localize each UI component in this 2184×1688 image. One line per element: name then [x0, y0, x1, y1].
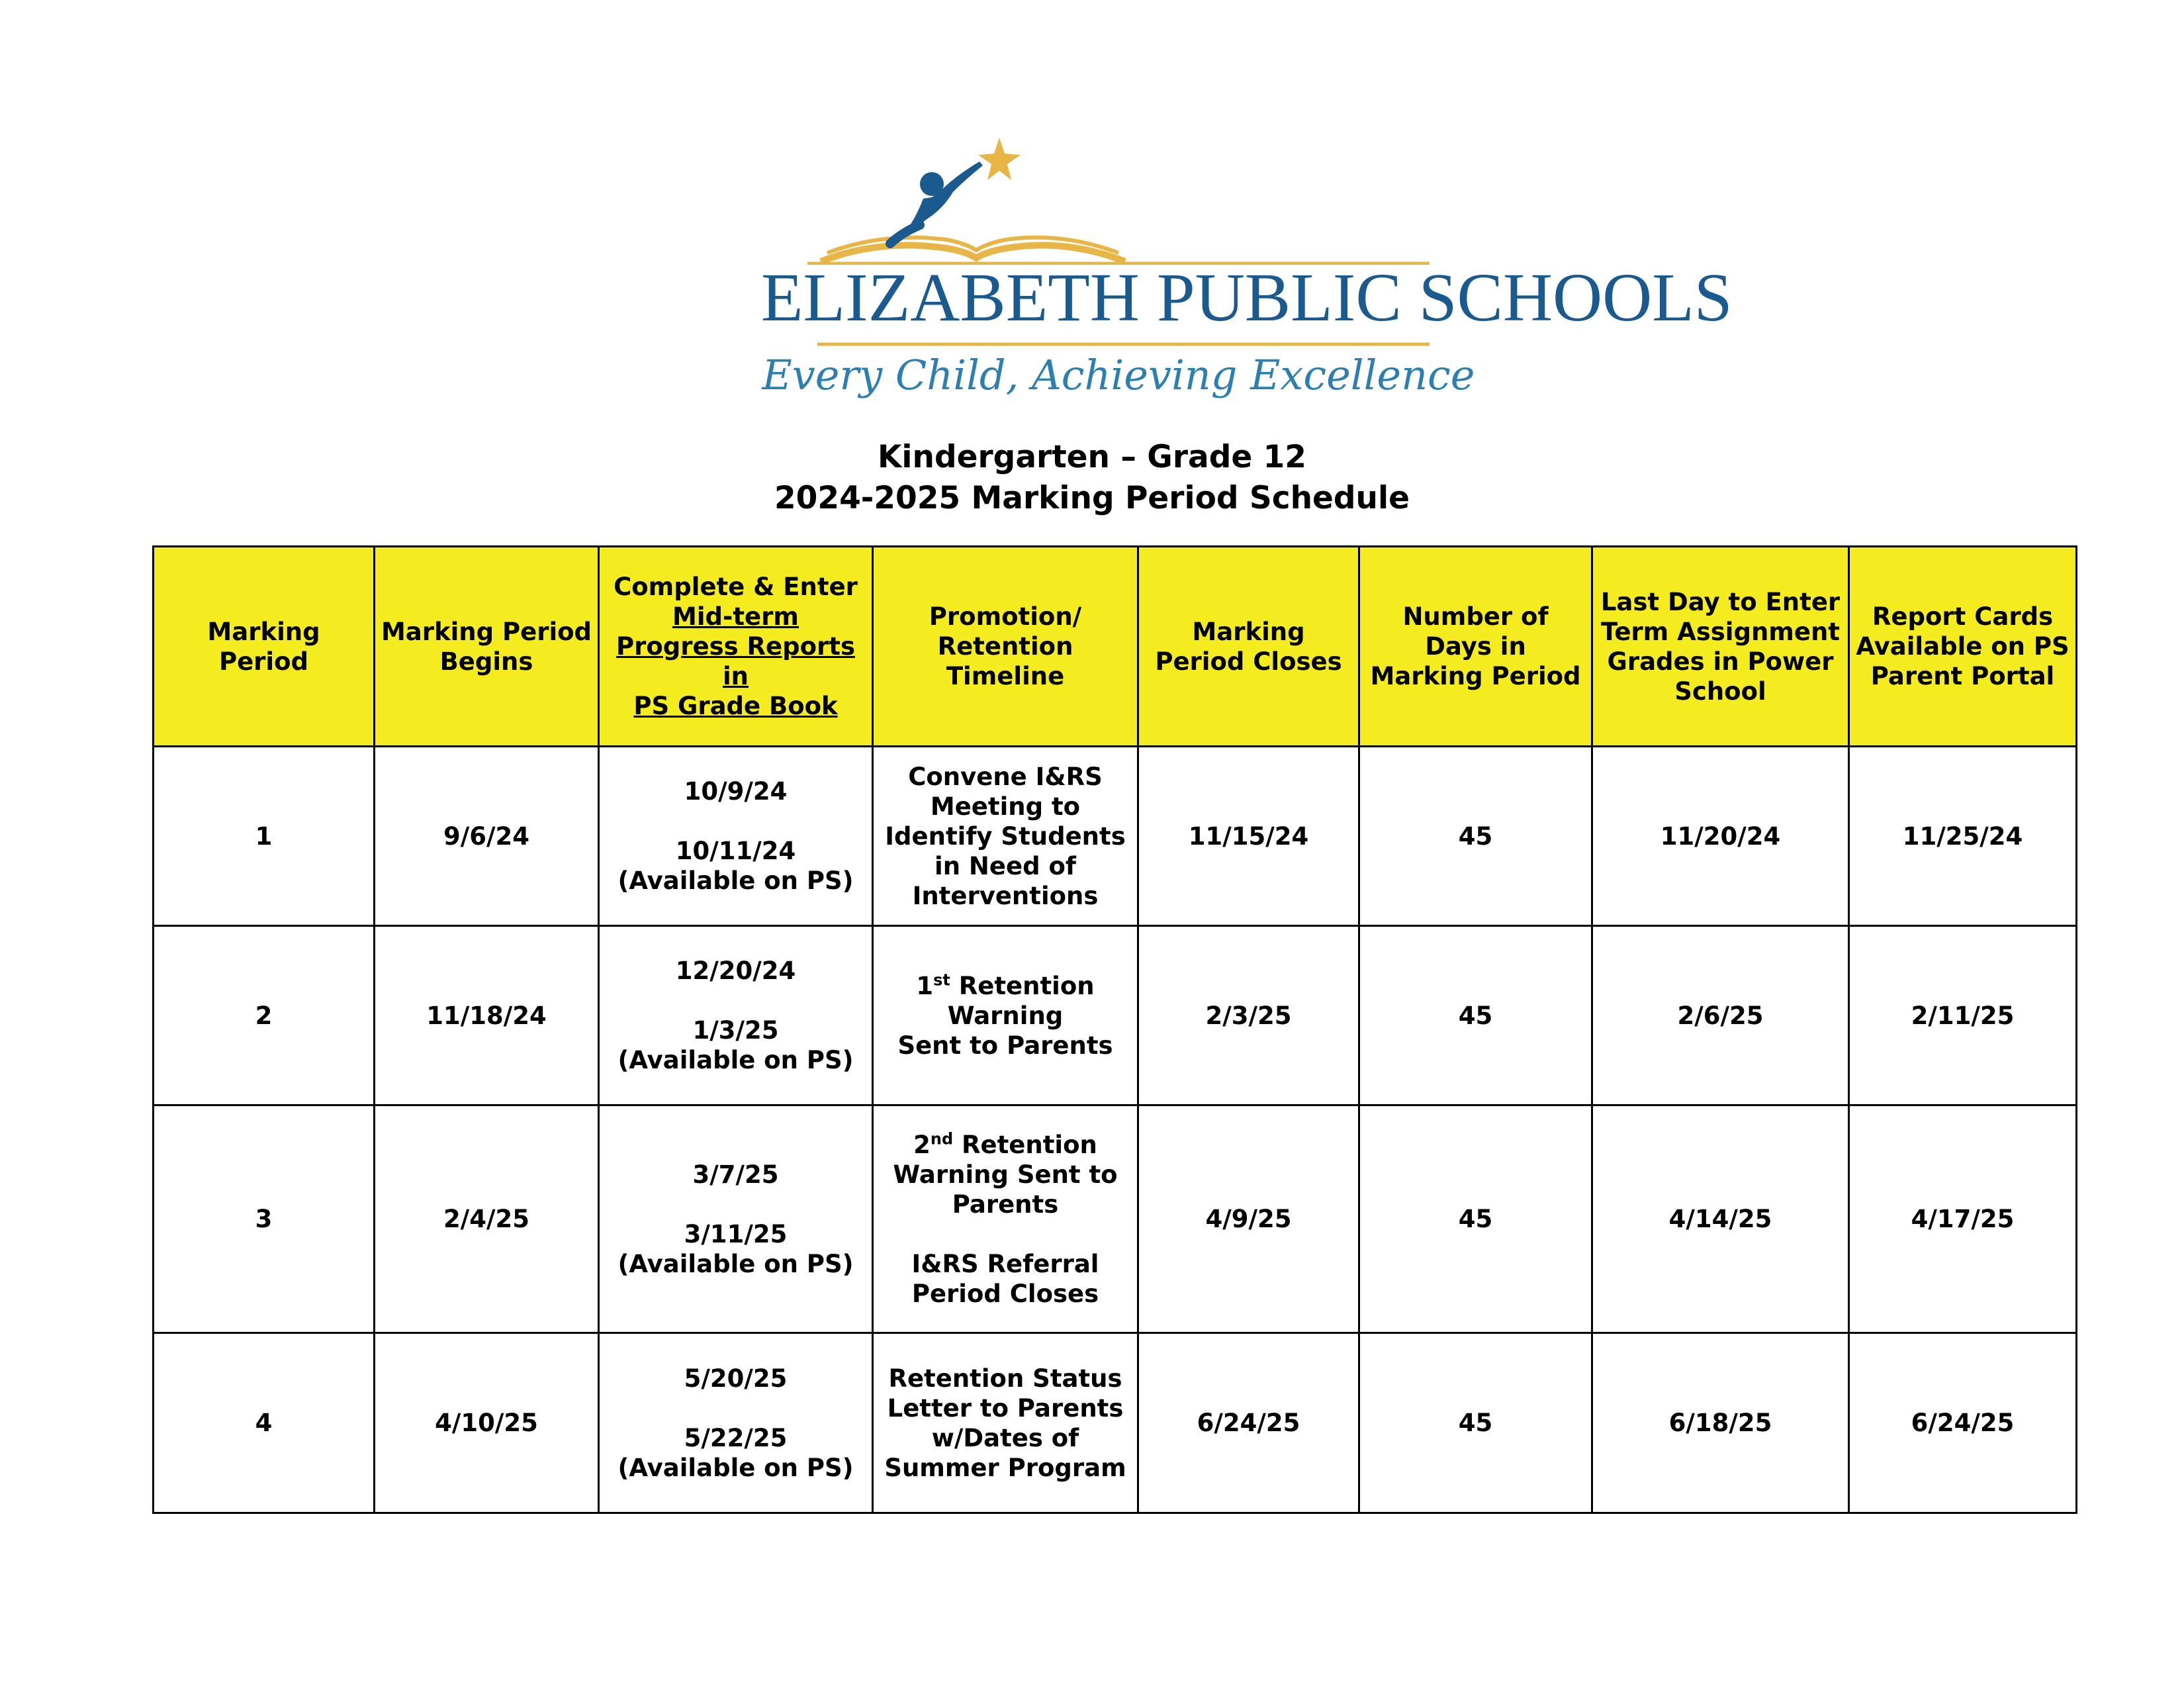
logo-underline: [754, 339, 1482, 352]
midterm-complete-date: 10/9/24: [684, 777, 788, 806]
table-row: [154, 1333, 2077, 1513]
cell-days: 45: [1359, 1333, 1592, 1513]
cell-last-day: 11/20/24: [1592, 747, 1849, 926]
marking-period-table: [152, 545, 2077, 1514]
midterm-complete-date: 12/20/24: [675, 957, 796, 985]
cell-period: 3: [154, 1105, 375, 1333]
cell-begins: 4/10/25: [375, 1333, 599, 1513]
page-title: [0, 437, 2184, 519]
promotion-ordinal: 1: [916, 971, 934, 1000]
table-row: [154, 1105, 2077, 1333]
cell-last-day: 2/6/25: [1592, 926, 1849, 1105]
cell-report-cards: 2/11/25: [1849, 926, 2077, 1105]
title-line-grades: Kindergarten – Grade 12: [877, 439, 1307, 475]
cell-closes: 4/9/25: [1138, 1105, 1359, 1333]
header-marking-period: Marking Period: [154, 547, 375, 747]
cell-midterm: [599, 747, 873, 926]
cell-period: 1: [154, 747, 375, 926]
promotion-text: Retention Warning: [947, 971, 1095, 1030]
header-midterm-line2: Mid-term: [672, 602, 799, 631]
header-midterm: [599, 547, 873, 747]
promotion-text-2: I&RS Referral Period Closes: [911, 1249, 1099, 1308]
cell-period: 2: [154, 926, 375, 1105]
cell-last-day: 4/14/25: [1592, 1105, 1849, 1333]
cell-promotion: [873, 926, 1138, 1105]
promotion-text: Convene I&RS Meeting to Identify Students in Need of Interventions: [885, 762, 1126, 910]
district-logo: [754, 132, 1733, 424]
logo-district-name: ELIZABETH PUBLIC SCHOOLS: [761, 259, 1733, 336]
reaching-child-book-icon: [754, 132, 1482, 265]
header-midterm-line5: PS Grade Book: [633, 692, 838, 720]
promotion-text: Retention Warning Sent to Parents: [893, 1130, 1118, 1219]
cell-promotion: [873, 747, 1138, 926]
cell-midterm: [599, 1333, 873, 1513]
table-row: [154, 747, 2077, 926]
cell-closes: 6/24/25: [1138, 1333, 1359, 1513]
midterm-available-date: 3/11/25: [684, 1219, 788, 1248]
cell-closes: 11/15/24: [1138, 747, 1359, 926]
header-days: Number of Days in Marking Period: [1359, 547, 1592, 747]
cell-report-cards: 6/24/25: [1849, 1333, 2077, 1513]
header-midterm-line4: in: [722, 662, 749, 690]
header-promotion: Promotion/ Retention Timeline: [873, 547, 1138, 747]
midterm-available-date: 5/22/25: [684, 1423, 788, 1452]
cell-report-cards: 11/25/24: [1849, 747, 2077, 926]
table-row: [154, 926, 2077, 1105]
header-closes: Marking Period Closes: [1138, 547, 1359, 747]
cell-midterm: [599, 1105, 873, 1333]
midterm-available-note: (Available on PS): [617, 867, 854, 895]
header-last-day: Last Day to Enter Term Assignment Grades in Power School: [1592, 547, 1849, 747]
header-midterm-line3: Progress Reports: [616, 632, 855, 661]
promotion-text-2: Sent to Parents: [897, 1031, 1113, 1060]
midterm-available-note: (Available on PS): [617, 1453, 854, 1482]
header-midterm-line1: Complete & Enter: [614, 573, 858, 601]
cell-days: 45: [1359, 926, 1592, 1105]
cell-period: 4: [154, 1333, 375, 1513]
cell-promotion: [873, 1105, 1138, 1333]
logo-tagline: Every Child, Achieving Excellence: [762, 351, 1475, 399]
promotion-ordinal: 2: [913, 1130, 931, 1159]
cell-begins: 2/4/25: [375, 1105, 599, 1333]
cell-midterm: [599, 926, 873, 1105]
cell-last-day: 6/18/25: [1592, 1333, 1849, 1513]
cell-promotion: [873, 1333, 1138, 1513]
midterm-available-note: (Available on PS): [617, 1249, 854, 1278]
midterm-available-date: 10/11/24: [675, 837, 796, 865]
midterm-available-note: (Available on PS): [617, 1046, 854, 1074]
promotion-ordinal-suffix: st: [933, 970, 950, 990]
midterm-complete-date: 3/7/25: [692, 1160, 779, 1189]
cell-report-cards: 4/17/25: [1849, 1105, 2077, 1333]
promotion-ordinal-suffix: nd: [930, 1129, 954, 1149]
header-begins: Marking Period Begins: [375, 547, 599, 747]
cell-days: 45: [1359, 1105, 1592, 1333]
header-row: [154, 547, 2077, 747]
promotion-text: Retention Status Letter to Parents w/Dates of Summer Program: [884, 1364, 1126, 1482]
title-line-schedule: 2024-2025 Marking Period Schedule: [774, 480, 1410, 516]
cell-begins: 11/18/24: [375, 926, 599, 1105]
cell-days: 45: [1359, 747, 1592, 926]
cell-closes: 2/3/25: [1138, 926, 1359, 1105]
header-report-cards: Report Cards Available on PS Parent Portal: [1849, 547, 2077, 747]
cell-begins: 9/6/24: [375, 747, 599, 926]
midterm-available-date: 1/3/25: [692, 1016, 779, 1045]
midterm-complete-date: 5/20/25: [684, 1364, 788, 1393]
